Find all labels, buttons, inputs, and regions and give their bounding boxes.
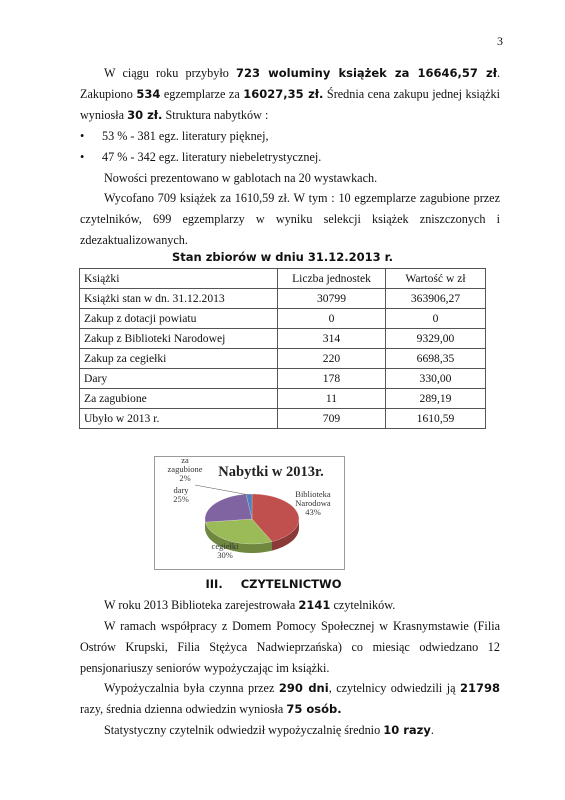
text: Średnia cena zakupu jednej książki wyniosła xyxy=(80,87,500,122)
table-row xyxy=(80,409,486,429)
bold-text: 10 razy xyxy=(383,723,431,737)
table-cell: Dary xyxy=(80,369,278,389)
text: . Zakupiono xyxy=(80,66,501,101)
header-cell: Liczba jednostek xyxy=(278,269,386,289)
table-row xyxy=(80,289,486,309)
table-cell: 0 xyxy=(278,309,386,329)
bullet-icon: • xyxy=(80,150,85,164)
bold-text: 75 osób. xyxy=(286,702,342,716)
table-cell: 9329,00 xyxy=(386,329,486,349)
pie-chart xyxy=(154,456,345,570)
table-cell: 1610,59 xyxy=(386,409,486,429)
bold-text: 2141 xyxy=(298,598,331,612)
table-cell: 30799 xyxy=(278,289,386,309)
table-row xyxy=(80,349,486,369)
text: . xyxy=(430,723,434,737)
chart-title: Nabytki w 2013r. xyxy=(218,464,324,480)
section-heading xyxy=(0,577,565,591)
collection-table xyxy=(79,268,486,429)
pie-label-line: zagubione xyxy=(167,464,203,474)
table-cell: 709 xyxy=(278,409,386,429)
text: Struktura nabytków : xyxy=(162,108,269,122)
table-cell: Zakup za cegiełki xyxy=(80,349,278,369)
pie-slice-label xyxy=(295,489,331,517)
exhibitions-paragraph: Nowości prezentowano w gablotach na 20 wystawkach. xyxy=(104,171,378,185)
text: egzemplarze za xyxy=(160,87,244,101)
pie-label-line: 25% xyxy=(173,494,189,504)
text: czytelników. xyxy=(330,598,396,612)
bullet-text: 53 % - 381 egz. literatury pięknej, xyxy=(102,129,269,143)
acquisitions-paragraph xyxy=(80,63,500,126)
pie-label-line: Biblioteka xyxy=(295,489,331,499)
table-cell: 0 xyxy=(386,309,486,329)
withdrawals-paragraph: Wycofano 709 książek za 1610,59 zł. W tym : 10 egzemplarze zagubione przez czytelników, 699 egzemplarzy w wyniku selekcji książek zniszczonych i zdezaktualizowanych. xyxy=(80,191,500,247)
text: razy, średnia dzienna odwiedzin wyniosła xyxy=(80,702,287,716)
bullet-item xyxy=(80,147,500,168)
bold-text: 290 dni xyxy=(278,681,329,695)
page-number: 3 xyxy=(497,34,503,48)
table-cell: 314 xyxy=(278,329,386,349)
table-cell: 330,00 xyxy=(386,369,486,389)
pie-slice-label xyxy=(168,457,203,483)
pie-slice-label xyxy=(212,541,240,560)
table-cell: Ubyło w 2013 r. xyxy=(80,409,278,429)
bullet-item xyxy=(80,126,500,147)
text: , czytelnicy odwiedzili ją xyxy=(328,681,460,695)
table-row xyxy=(80,389,486,409)
statistics-paragraph xyxy=(80,720,500,741)
header-cell: Książki xyxy=(80,269,278,289)
table-cell: Książki stan w dn. 31.12.2013 xyxy=(80,289,278,309)
table-caption: Stan zbiorów w dniu 31.12.2013 r. xyxy=(171,250,394,264)
table-row xyxy=(80,369,486,389)
pie-label-line: Narodowa xyxy=(295,498,331,508)
pie-label-line: 43% xyxy=(305,507,321,517)
pie-slice xyxy=(205,494,252,522)
table-cell: Za zagubione xyxy=(80,389,278,409)
cooperation-paragraph: W ramach współpracy z Domem Pomocy Społecznej w Krasnymstawie (Filia Ostrów Krupski, Filia Stężyca Nadwieprzańska) co miesiąc odwiedzano 12 pensjonariuszy seniorów wypożyczając im książki. xyxy=(80,619,500,675)
header-cell: Wartość w zł xyxy=(386,269,486,289)
table-cell: 178 xyxy=(278,369,386,389)
bold-text: 21798 xyxy=(459,681,500,695)
table-cell: 11 xyxy=(278,389,386,409)
bold-text: 534 xyxy=(136,87,161,101)
table-cell: 289,19 xyxy=(386,389,486,409)
text: Statystyczny czytelnik odwiedził wypożyczalnię średnio xyxy=(104,723,384,737)
table-cell: Zakup z dotacji powiatu xyxy=(80,309,278,329)
section-title: CZYTELNICTWO xyxy=(240,577,342,591)
table-row xyxy=(80,309,486,329)
leader-line xyxy=(195,485,249,495)
text: Wypożyczalnia była czynna przez xyxy=(104,681,279,695)
pie-chart-svg xyxy=(155,457,344,569)
table-header-row xyxy=(80,269,486,289)
text: W roku 2013 Biblioteka zarejestrowała xyxy=(104,598,299,612)
bold-text: 723 woluminy książek za 16646,57 zł xyxy=(235,66,497,80)
pie-slice-label xyxy=(173,485,189,504)
pie-label-line: 2% xyxy=(179,473,191,483)
table-row xyxy=(80,329,486,349)
pie-label-line: za xyxy=(181,457,189,465)
table-cell: 6698,35 xyxy=(386,349,486,369)
pie-label-line: 30% xyxy=(217,550,233,560)
table-cell: Zakup z Biblioteki Narodowej xyxy=(80,329,278,349)
pie-label-line: cegiełki xyxy=(211,541,239,551)
readers-paragraph xyxy=(80,595,500,616)
pie-label-line: dary xyxy=(173,485,189,495)
text: W ciągu roku przybyło xyxy=(104,66,236,80)
section-number: III. xyxy=(205,577,223,591)
bullet-icon: • xyxy=(80,129,85,143)
bold-text: 16027,35 zł. xyxy=(243,87,324,101)
bullet-text: 47 % - 342 egz. literatury niebeletrystycznej. xyxy=(102,150,322,164)
bold-text: 30 zł. xyxy=(127,108,163,122)
table-cell: 220 xyxy=(278,349,386,369)
lending-paragraph xyxy=(80,678,500,720)
table-cell: 363906,27 xyxy=(386,289,486,309)
